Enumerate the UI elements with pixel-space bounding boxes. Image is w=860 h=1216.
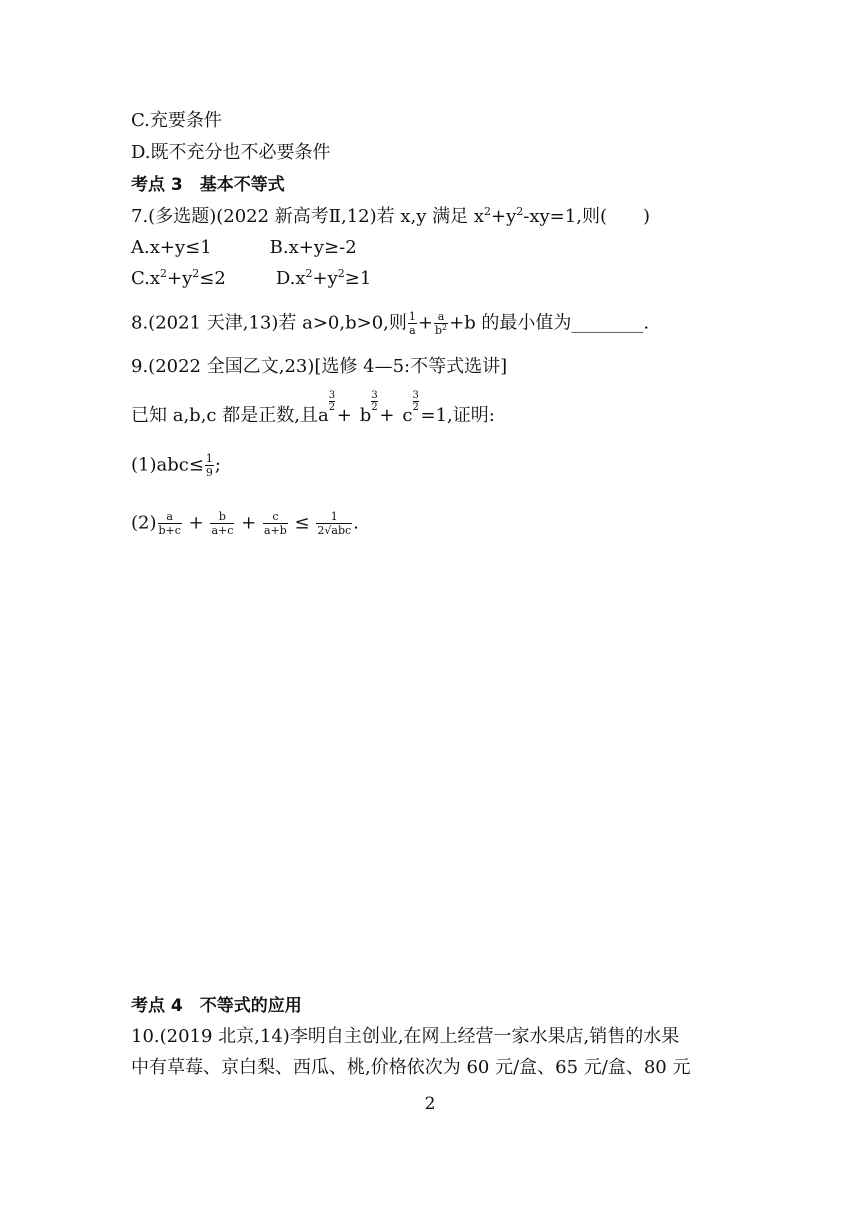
fraction-a-over-b-squared: $\frac{a}{b^2}$ xyxy=(434,310,448,337)
question-9-part-2: (2) $\frac{a}{b+c}$ + $\frac{b}{a+c}$ + $\frac{c}{a+b}$ ≤ $\frac{1}{\text{2√abc}}$ . xyxy=(131,510,359,537)
option-a: A.x+y≤1 xyxy=(131,237,212,258)
fraction-1-over-a: $\frac{1}{a}$ xyxy=(408,310,416,337)
question-9-stem: 9.(2022 全国乙文,23)[选修 4—5:不等式选讲] xyxy=(131,356,508,377)
question-8: 8.(2021 天津,13)若 a>0,b>0,则 $\frac{1}{a}$ + $\frac{a}{b^2}$ +b 的最小值为________. xyxy=(131,310,650,337)
option-c-q6: C.充要条件 xyxy=(131,110,222,131)
question-7-options-cd xyxy=(131,267,371,291)
question-10-line-2: 中有草莓、京白梨、西瓜、桃,价格依次为 60 元/盒、65 元/盒、80 元 xyxy=(131,1057,691,1078)
question-7-options-ab xyxy=(131,236,357,260)
option-c: $C.x^2+y^2\le 2$ xyxy=(131,267,226,289)
option-b: B.x+y≥-2 xyxy=(269,237,357,258)
question-9-given: 已知 a,b,c 都是正数,且a $\frac{3}{2}$ + b $\frac{3}{2}$ + c $\frac{3}{2}$ =1,证明: xyxy=(131,390,495,426)
page-number: 2 xyxy=(424,1094,436,1114)
section-heading-3: 考点 3 基本不等式 xyxy=(131,175,285,195)
question-9-part-1: (1)abc≤ $\frac{1}{9}$ ; xyxy=(131,452,221,479)
fraction-1-over-2-sqrt-abc: $\frac{1}{\text{2√abc}}$ xyxy=(317,510,352,537)
fraction-1-over-9: $\frac{1}{9}$ xyxy=(205,452,213,479)
question-10-line-1: 10.(2019 北京,14)李明自主创业,在网上经营一家水果店,销售的水果 xyxy=(131,1026,680,1047)
section-heading-4: 考点 4 不等式的应用 xyxy=(131,996,302,1016)
option-d-q6: D.既不充分也不必要条件 xyxy=(131,142,331,163)
option-d: $D.x^2+y^2\ge 1$ xyxy=(275,267,372,289)
question-7-stem: 7.(多选题)(2022 新高考Ⅱ,12)若 x,y 满足 $x^2+y^2-xy=1$,则( ) xyxy=(131,205,650,227)
